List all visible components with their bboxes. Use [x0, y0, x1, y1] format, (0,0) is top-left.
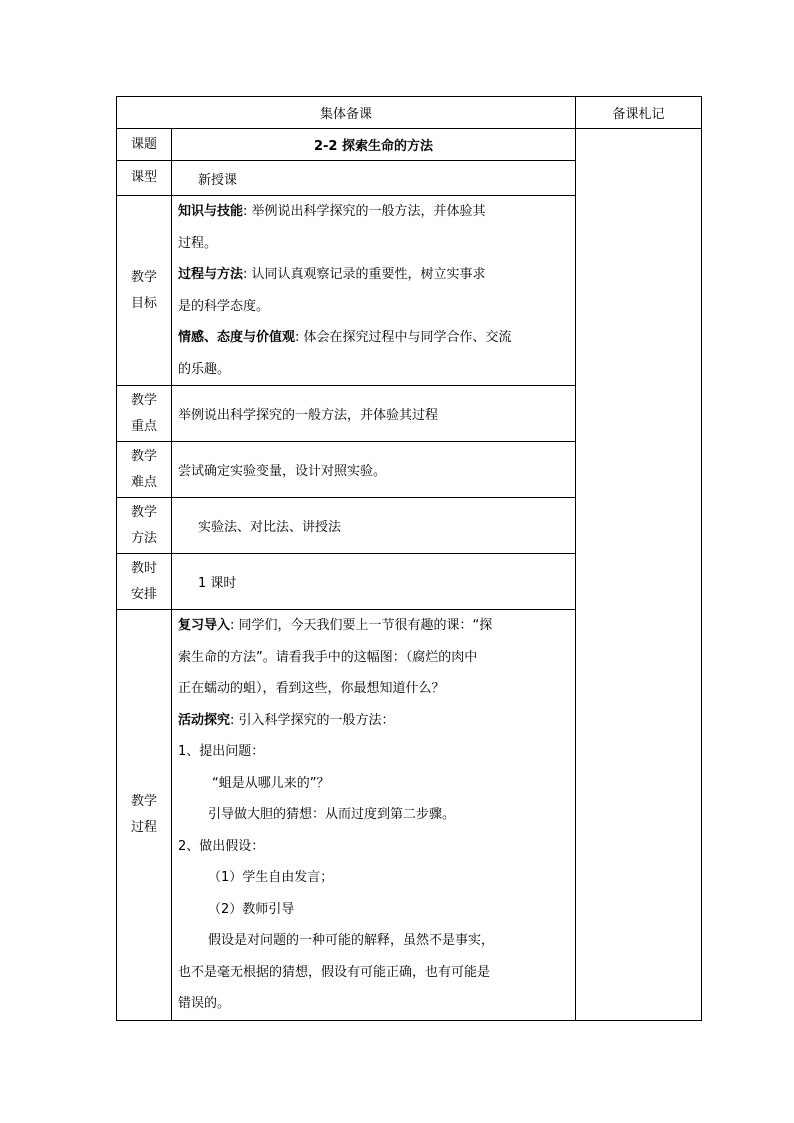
schedule-value: 1 课时 [172, 554, 576, 610]
objective-knowledge: 知识与技能: 举例说出科学探究的一般方法，并体验其 [178, 204, 486, 219]
activity-intro: 活动探究: 引入科学探究的一般方法： [178, 712, 395, 728]
difficulties-label: 教学 难点 [117, 442, 172, 498]
question: “蛆是从哪儿来的”？ [212, 775, 330, 791]
methods-value: 实验法、对比法、讲授法 [172, 498, 576, 554]
sub-step-1: （1）学生自由发言； [208, 870, 334, 885]
process-content: 复习导入: 同学们，今天我们要上一节很有趣的课：“探 索生命的方法”。请看我手中的这幅图：（腐烂的肉中 正在蠕动的蛆），看到这些，你最想知道什么？ 活动探究: 引入科学探究的一般方法： 1、提出问题： “蛆是从哪儿来的”？ 引导做大胆的猜想：从而过度到第二步骤。 2、做出假设： （1）学生自由发言； （2）教师引导 假设是对问题的一种可能的解释，虽然不是事实， 也不是毫无根据的猜想，假设有可能正确，也有可能是 错误的。 [172, 610, 576, 1021]
group-prep-header: 集体备课 [117, 97, 576, 129]
lesson-type-value: 新授课 [172, 161, 576, 196]
key-points-label: 教学 重点 [117, 386, 172, 442]
difficulties-value: 尝试确定实验变量，设计对照实验。 [172, 442, 576, 498]
topic-value: 2-2 探索生命的方法 [172, 129, 576, 161]
objective-emotion: 情感、态度与价值观: 体会在探究过程中与同学合作、交流 [178, 330, 512, 345]
notes-column [576, 129, 702, 1021]
objectives-label: 教学 目标 [117, 196, 172, 386]
lesson-plan-table [116, 96, 702, 1021]
methods-label: 教学 方法 [117, 498, 172, 554]
review-intro: 复习导入: 同学们，今天我们要上一节很有趣的课：“探 [178, 618, 493, 633]
process-label: 教学 过程 [117, 610, 172, 1021]
guide: 引导做大胆的猜想：从而过度到第二步骤。 [208, 807, 456, 822]
topic-label: 课题 [117, 129, 172, 161]
lesson-type-label: 课型 [117, 161, 172, 196]
step-2: 2、做出假设： [178, 838, 265, 854]
schedule-label: 教时 安排 [117, 554, 172, 610]
objective-process: 过程与方法: 认同认真观察记录的重要性，树立实事求 [178, 267, 486, 282]
hypothesis-text: 假设是对问题的一种可能的解释，虽然不是事实， [208, 933, 495, 948]
key-points-value: 举例说出科学探究的一般方法，并体验其过程 [172, 386, 576, 442]
step-1: 1、提出问题： [178, 744, 265, 759]
objectives-content: 知识与技能: 举例说出科学探究的一般方法，并体验其 过程。 过程与方法: 认同认真观察记录的重要性，树立实事求 是的科学态度。 情感、态度与价值观: 体会在探究过程中与同学合作、交流 的乐趣。 [172, 196, 576, 386]
sub-step-2: （2）教师引导 [208, 901, 295, 917]
notes-header: 备课札记 [576, 97, 702, 129]
